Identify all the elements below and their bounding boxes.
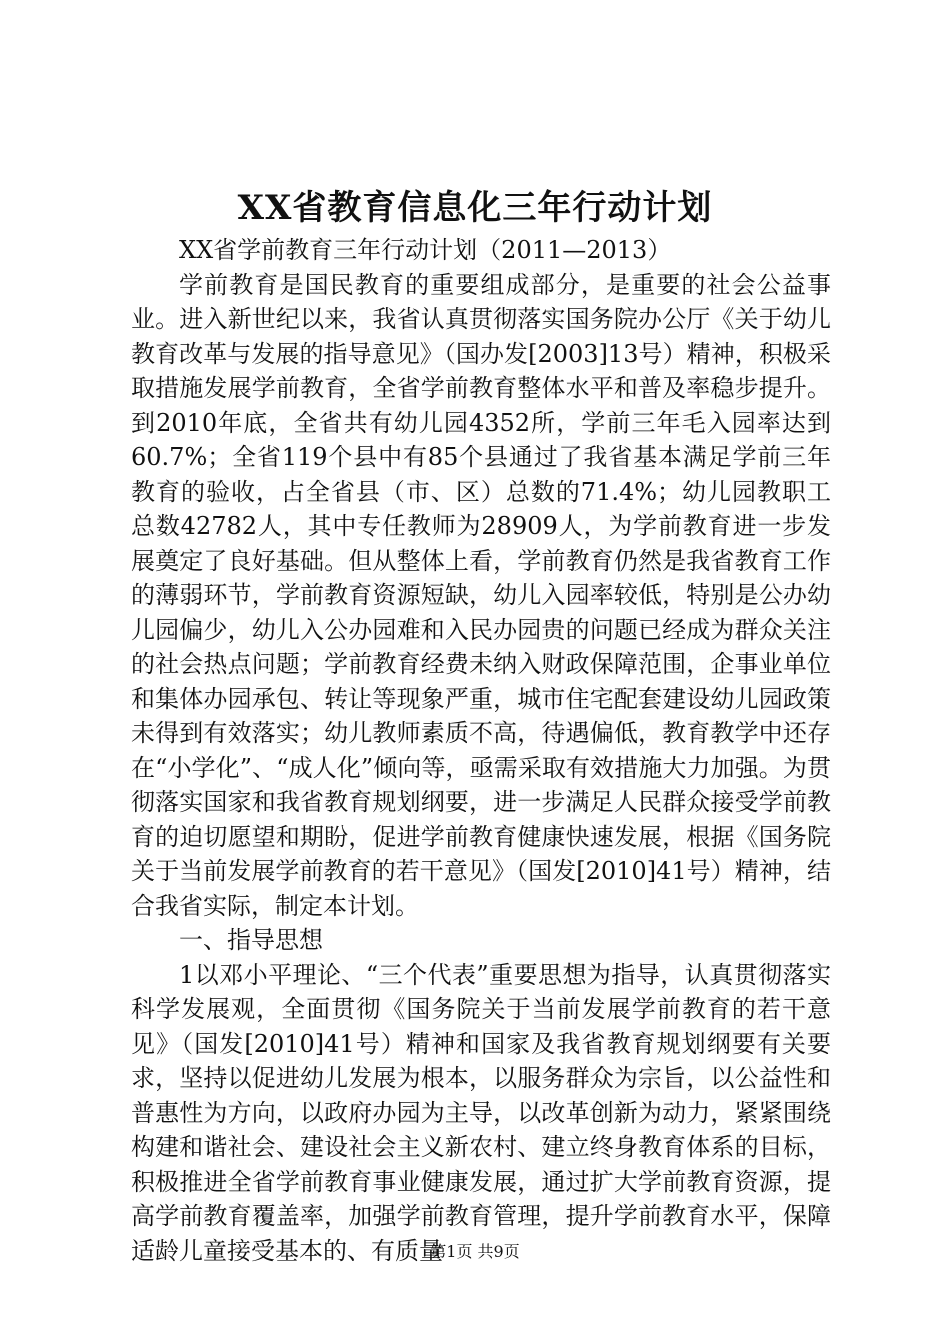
page-footer: 第1页 共9页 bbox=[430, 1242, 520, 1261]
paragraph-guiding-ideology: 1以邓小平理论、“三个代表”重要思想为指导，认真贯彻落实科学发展观，全面贯彻《国务院关于当前发展学前教育的若干意见》（国发[2010]41号）精神和国家及我省教育规划纲要有关要求，坚持以促进幼儿发展为根本，以服务群众为宗旨，以公益性和普惠性为方向，以政府办园为主导，以改革创新为动力，紧紧围绕构建和谐社会、建设社会主义新农村、建立终身教育体系的目标，积极推进全省学前教育事业健康发展，通过扩大学前教育资源，提高学前教育覆盖率，加强学前教育管理，提升学前教育水平，保障适龄儿童接受基本的、有质量 bbox=[131, 960, 831, 1265]
document-body bbox=[131, 233, 831, 1268]
paragraph-intro: 学前教育是国民教育的重要组成部分，是重要的社会公益事业。进入新世纪以来，我省认真贯彻落实国务院办公厅《关于幼儿教育改革与发展的指导意见》（国办发[2003]13号）精神，积极采取措施发展学前教育，全省学前教育整体水平和普及率稳步提升。到2010年底，全省共有幼儿园4352所，学前三年毛入园率达到60.7%；全省119个县中有85个县通过了我省基本满足学前三年教育的验收，占全省县（市、区）总数的71.4%；幼儿园教职工总数42782人，其中专任教师为28909人，为学前教育进一步发展奠定了良好基础。但从整体上看，学前教育仍然是我省教育工作的薄弱环节，学前教育资源短缺，幼儿入园率较低，特别是公办幼儿园偏少，幼儿入公办园难和入民办园贵的问题已经成为群众关注的社会热点问题；学前教育经费未纳入财政保障范围，企事业单位和集体办园承包、转让等现象严重，城市住宅配套建设幼儿园政策未得到有效落实；幼儿教师素质不高，待遇偏低，教育教学中还存在“小学化”、“成人化”倾向等，亟需采取有效措施大力加强。为贯彻落实国家和我省教育规划纲要，进一步满足人民群众接受学前教育的迫切愿望和期盼，促进学前教育健康快速发展，根据《国务院关于当前发展学前教育的若干意见》（国发[2010]41号）精神，结合我省实际，制定本计划。 bbox=[131, 270, 831, 920]
document-subtitle: XX省学前教育三年行动计划（2011—2013） bbox=[179, 236, 672, 264]
document-title: XX省教育信息化三年行动计划 bbox=[237, 188, 713, 228]
section-heading-guiding-ideology: 一、指导思想 bbox=[179, 926, 323, 954]
